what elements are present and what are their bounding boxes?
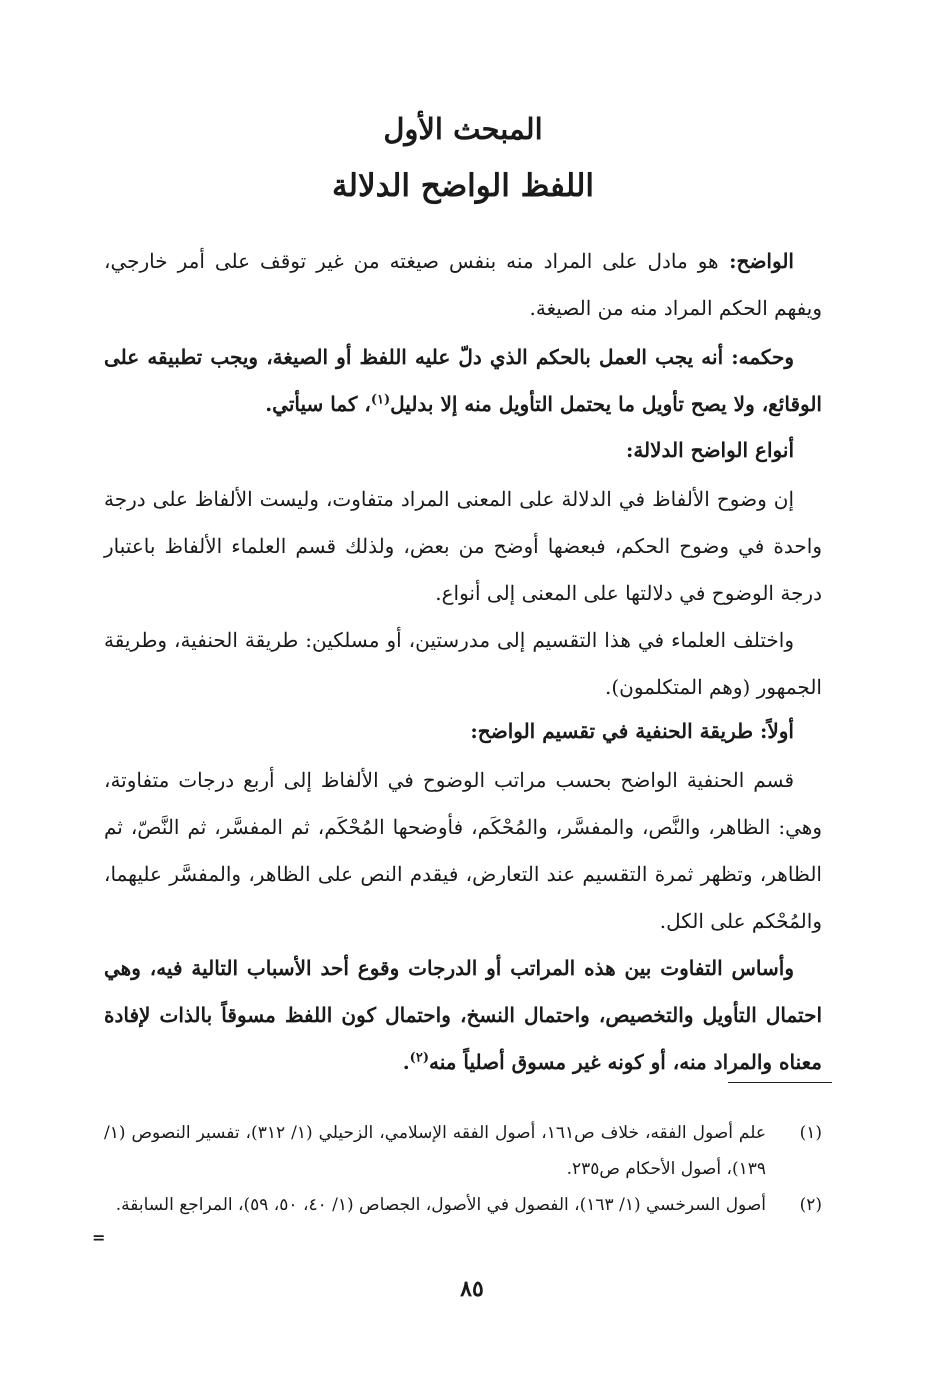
ruling-term: وحكمه:: [731, 345, 794, 369]
definition-term: الواضح:: [729, 249, 794, 273]
types-paragraph: إن وضوح الألفاظ في الدلالة على المعنى المراد متفاوت، وليست الألفاظ على درجة واحدة في وضوح الحكم، فبعضها أوضح من بعض، ولذلك قسم العلماء الألفاظ باعتبار درجة الوضوح في دلالتها على المعنى إلى أنواع.: [104, 487, 822, 605]
page-number: ٨٥: [460, 1276, 484, 1302]
ruling-text: أنه يجب العمل بالحكم الذي دلّ عليه اللفظ أو الصيغة، ويجب تطبيقه على الوقائع، ولا يصح تأويل ما يحتمل التأويل منه إلا بدليل: [104, 345, 822, 416]
ruling-paragraph: [104, 334, 822, 428]
hanafi-paragraph: قسم الحنفية الواضح بحسب مراتب الوضوح في الألفاظ إلى أربع درجات متفاوتة، وهي: الظاهر، والنَّص، والمفسَّر، والمُحْكَم، فأوضحها المُحْكَم، ثم المفسَّر، ثم النَّصّ، ثم الظاهر، وتظهر ثمرة التقسيم عند التعارض، فيقدم النص على الظاهر، والمفسَّر عليهما، والمُحْكم على الكل.: [104, 768, 822, 933]
schools-paragraph: واختلف العلماء في هذا التقسيم إلى مدرستين، أو مسلكين: طريقة الحنفية، وطريقة الجمهور (وهم المتكلمون).: [104, 628, 822, 699]
footnote-separator: [728, 1082, 832, 1083]
basis-text: وأساس التفاوت بين هذه المراتب أو الدرجات وقوع أحد الأسباب التالية فيه، وهي احتمال التأويل والتخصيص، واحتمال النسخ، واحتمال كون اللفظ مسوقاً بالذات لإفادة معناه والمراد منه، أو كونه غير مسوق أصلياً منه: [104, 956, 822, 1074]
ruling-tail: ، كما سيأتي.: [265, 392, 371, 416]
section-heading: المبحث الأول: [383, 112, 543, 146]
main-text: [104, 238, 822, 1086]
footnote-text: علم أصول الفقه، خلاف ص١٦١، أصول الفقه الإسلامي، الزحيلي (١/ ٣١٢)، تفسير النصوص (١/ ١٣٩)، أصول الأحكام ص٢٣٥.: [104, 1123, 766, 1179]
footnote-ref-2[interactable]: (٢): [409, 1050, 429, 1066]
hanafi-heading: أولاً: طريقة الحنفية في تقسيم الواضح:: [470, 719, 794, 743]
definition-paragraph: [104, 238, 822, 332]
footnotes: [104, 1115, 822, 1223]
footnote-number: (١): [799, 1123, 822, 1143]
footnote-2: [104, 1187, 822, 1223]
footnote-ref-1[interactable]: (١): [370, 392, 391, 408]
footnote-text: أصول السرخسي (١/ ١٦٣)، الفصول في الأصول، الجصاص (١/ ٤٠، ٥٠، ٥٩)، المراجع السابقة.: [115, 1195, 766, 1215]
chapter-title: اللفظ الواضح الدلالة: [331, 168, 595, 204]
footnote-1: [104, 1115, 822, 1187]
continuation-mark: =: [92, 1228, 106, 1247]
basis-tail: .: [402, 1050, 410, 1074]
definition-text: هو مادل على المراد منه بنفس صيغته من غير توقف على أمر خارجي، ويفهم الحكم المراد منه من الصيغة.: [104, 249, 822, 320]
footnote-number: (٢): [799, 1195, 822, 1215]
types-heading: أنواع الواضح الدلالة:: [625, 438, 794, 462]
basis-paragraph: [104, 945, 822, 1086]
